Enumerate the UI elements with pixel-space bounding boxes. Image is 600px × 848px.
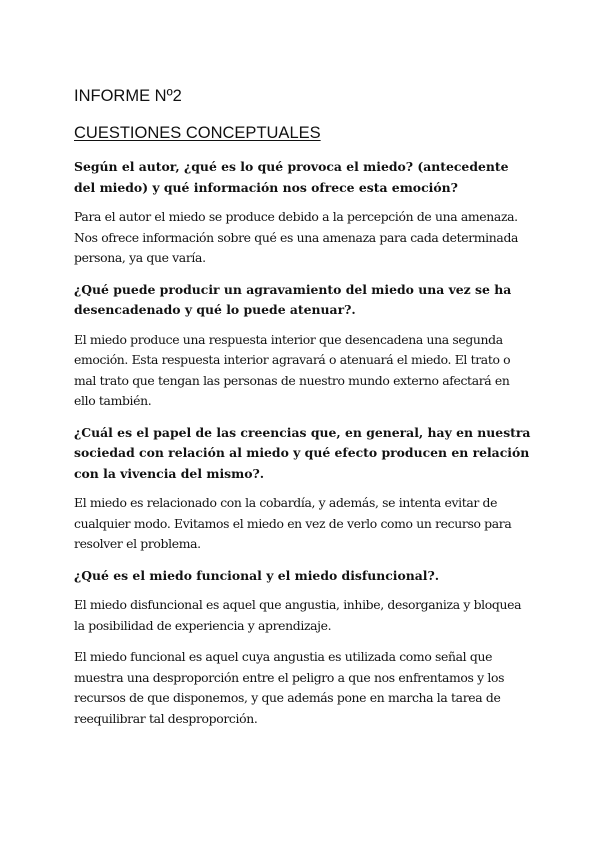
section-title: CUESTIONES CONCEPTUALES [74,124,321,142]
answer-4a: El miedo disfuncional es aquel que angustia, inhibe, desorganiza y bloquea la posibilidad de experiencia y aprendizaje. [74,597,522,633]
question-2: ¿Qué puede producir un agravamiento del miedo una vez se ha desencadenado y qué lo puede atenuar?. [74,281,512,317]
answer-4b: El miedo funcional es aquel cuya angustia es utilizada como señal que muestra una desproporción entre el peligro a que nos enfrentamos y los recursos de que disponemos, y que además pone en marcha la tarea de reequilibrar tal desproporción. [74,649,505,726]
document-page [74,86,534,740]
answer-3: El miedo es relacionado con la cobardía, y además, se intenta evitar de cualquier modo. Evitamos el miedo en vez de verlo como un recurso para resolver el problema. [74,495,512,551]
question-3: ¿Cuál es el papel de las creencias que, en general, hay en nuestra sociedad con relación al miedo y qué efecto producen en relación con la vivencia del mismo?. [74,424,531,481]
answer-1: Para el autor el miedo se produce debido a la percepción de una amenaza. Nos ofrece información sobre qué es una amenaza para cada determinada persona, ya que varía. [74,209,519,265]
report-title: INFORME Nº2 [74,87,182,105]
question-4: ¿Qué es el miedo funcional y el miedo disfuncional?. [74,567,440,583]
question-1: Según el autor, ¿qué es lo qué provoca el miedo? (antecedente del miedo) y qué información nos ofrece esta emoción? [74,159,509,195]
answer-2: El miedo produce una respuesta interior que desencadena una segunda emoción. Esta respuesta interior agravará o atenuará el miedo. El trato o mal trato que tengan las personas de nuestro mundo externo afectará en ello también. [74,331,511,408]
